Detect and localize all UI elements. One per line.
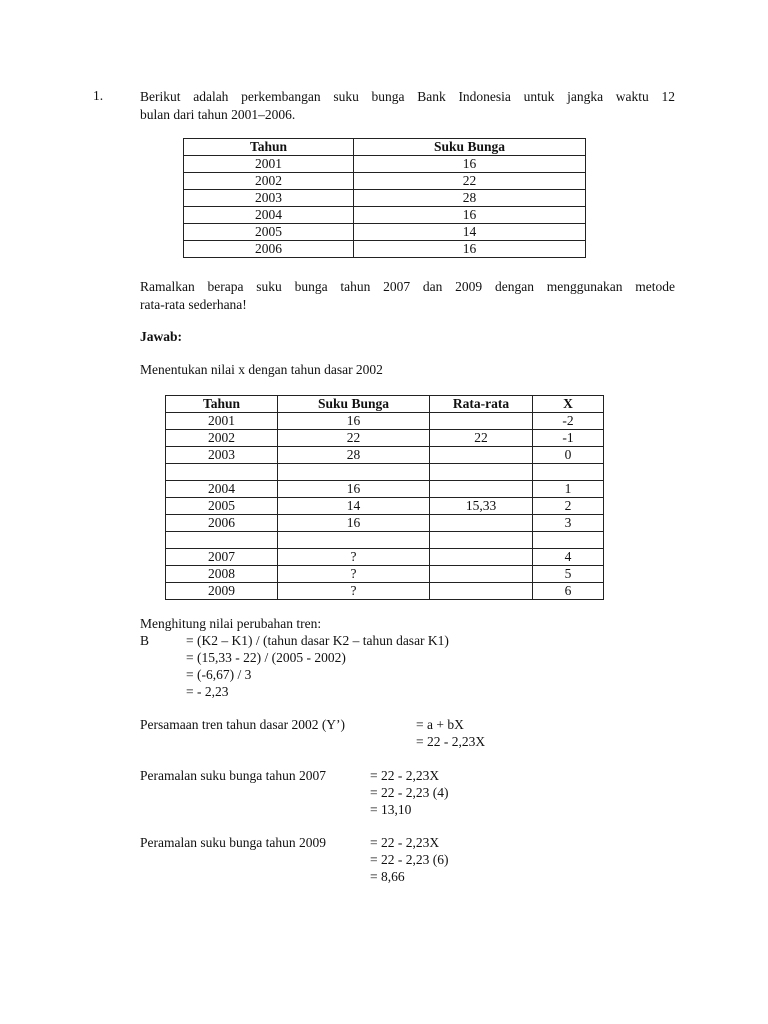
table-cell: 16 [354, 156, 586, 173]
trend-line-4: = - 2,23 [186, 684, 229, 699]
forecast-2009-line-1: = 22 - 2,23X [370, 835, 440, 850]
question-task-line-1: Ramalkan berapa suku bunga tahun 2007 dan 2009 dengan menggunakan metode [140, 279, 675, 294]
table-cell: 0 [533, 447, 604, 464]
forecast-2007-label: Peramalan suku bunga tahun 2007 [140, 768, 326, 783]
table-header-cell: Tahun [184, 139, 354, 156]
question-task [140, 278, 675, 314]
table-cell [430, 464, 533, 481]
forecast-2007-line-3: = 13,10 [370, 802, 412, 817]
table-header-cell: Rata-rata [430, 396, 533, 413]
table-row [166, 583, 604, 600]
table-cell: 2003 [166, 447, 278, 464]
table-cell: 2004 [184, 207, 354, 224]
table-cell: 22 [430, 430, 533, 447]
table-cell: ? [278, 549, 430, 566]
table-row [184, 190, 586, 207]
table-row [166, 532, 604, 549]
forecast-2007-line-2: = 22 - 2,23 (4) [370, 785, 449, 800]
question-number: 1. [93, 88, 104, 103]
table-cell: 6 [533, 583, 604, 600]
table-cell: 4 [533, 549, 604, 566]
table-cell [533, 532, 604, 549]
table-row [184, 207, 586, 224]
table-cell [533, 464, 604, 481]
table-row [166, 413, 604, 430]
equation-label: Persamaan tren tahun dasar 2002 (Y’) [140, 717, 346, 732]
interest-rate-table [183, 138, 586, 258]
question-intro-line-2: bulan dari tahun 2001–2006. [140, 107, 296, 122]
answer-step-1: Menentukan nilai x dengan tahun dasar 2002 [140, 362, 383, 377]
table-row [166, 498, 604, 515]
forecast-2007-line-1: = 22 - 2,23X [370, 768, 440, 783]
table-cell: 2003 [184, 190, 354, 207]
table-cell: 16 [278, 515, 430, 532]
table-cell: 2006 [184, 241, 354, 258]
table-cell: 28 [354, 190, 586, 207]
table-row [184, 156, 586, 173]
table-cell: ? [278, 566, 430, 583]
question-task-line-2: rata-rata sederhana! [140, 297, 247, 312]
forecast-2009-line-2: = 22 - 2,23 (6) [370, 852, 449, 867]
table-cell [430, 481, 533, 498]
question-intro-line-1: Berikut adalah perkembangan suku bunga Bank Indonesia untuk jangka waktu 12 [140, 89, 675, 104]
table-header-row [184, 139, 586, 156]
table-row [184, 173, 586, 190]
table-header-cell: Tahun [166, 396, 278, 413]
equation-line-2: = 22 - 2,23X [416, 734, 486, 749]
trend-title: Menghitung nilai perubahan tren: [140, 616, 322, 631]
table-cell: 2001 [184, 156, 354, 173]
table-cell: 14 [354, 224, 586, 241]
table-cell: 2001 [166, 413, 278, 430]
table-cell: 16 [354, 207, 586, 224]
table-row [166, 515, 604, 532]
table-cell [166, 464, 278, 481]
table-cell: 2007 [166, 549, 278, 566]
table-cell: 16 [354, 241, 586, 258]
table-cell: 16 [278, 481, 430, 498]
table-row [166, 464, 604, 481]
table-cell: 16 [278, 413, 430, 430]
table-header-cell: Suku Bunga [278, 396, 430, 413]
table-cell: 28 [278, 447, 430, 464]
forecast-2009-label: Peramalan suku bunga tahun 2009 [140, 835, 326, 850]
table-cell: 22 [278, 430, 430, 447]
table-cell [430, 583, 533, 600]
table-cell: 14 [278, 498, 430, 515]
table-cell: ? [278, 583, 430, 600]
table-cell [430, 532, 533, 549]
table-cell: -1 [533, 430, 604, 447]
table-cell [430, 515, 533, 532]
trend-line-1: = (K2 – K1) / (tahun dasar K2 – tahun dasar K1) [186, 633, 449, 648]
table-cell [278, 464, 430, 481]
table-cell [278, 532, 430, 549]
table-cell: 3 [533, 515, 604, 532]
table-cell: 2 [533, 498, 604, 515]
trend-variable: B [140, 633, 150, 648]
table-cell [430, 413, 533, 430]
table-row [166, 549, 604, 566]
table-cell: 2002 [166, 430, 278, 447]
table-row [166, 481, 604, 498]
question-intro [140, 88, 675, 124]
table-row [184, 224, 586, 241]
table-cell: 5 [533, 566, 604, 583]
trend-line-3: = (-6,67) / 3 [186, 667, 252, 682]
table-cell [166, 532, 278, 549]
table-cell: 2005 [166, 498, 278, 515]
table-cell: 2006 [166, 515, 278, 532]
table-header-cell: X [533, 396, 604, 413]
table-cell: 2004 [166, 481, 278, 498]
table-cell: 1 [533, 481, 604, 498]
table-row [166, 447, 604, 464]
table-cell: 2009 [166, 583, 278, 600]
equation-line-1: = a + bX [416, 717, 464, 732]
table-row [166, 566, 604, 583]
table-cell [430, 447, 533, 464]
trend-table [165, 395, 604, 600]
answer-label: Jawab: [140, 329, 183, 344]
table-cell: -2 [533, 413, 604, 430]
table-cell: 22 [354, 173, 586, 190]
table-cell: 15,33 [430, 498, 533, 515]
table-cell: 2005 [184, 224, 354, 241]
table-header-row [166, 396, 604, 413]
table-row [184, 241, 586, 258]
table-header-cell: Suku Bunga [354, 139, 586, 156]
table-cell [430, 549, 533, 566]
table-cell: 2002 [184, 173, 354, 190]
table-cell [430, 566, 533, 583]
table-row [166, 430, 604, 447]
table-cell: 2008 [166, 566, 278, 583]
forecast-2009-line-3: = 8,66 [370, 869, 405, 884]
trend-line-2: = (15,33 - 22) / (2005 - 2002) [186, 650, 346, 665]
